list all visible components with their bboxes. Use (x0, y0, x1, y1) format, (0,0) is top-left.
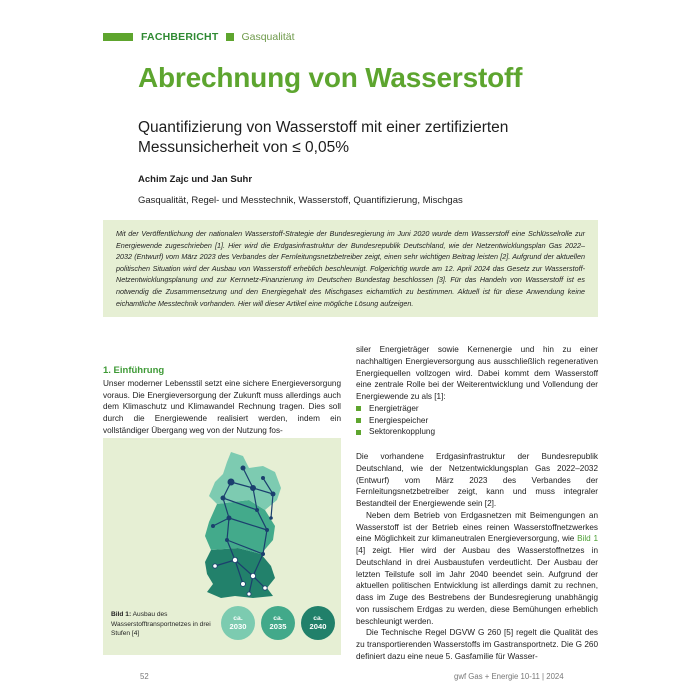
paragraph-network-text-b: [4] zeigt. Hier wird der Ausbau des Wasserstoffnetzes in Deutschland in drei Ausbaustufen verdeutlicht. Der Ausbau der letzten Teilstufe soll im Jahr 2040 beendet sein. Aufgrund der aktuellen politischen Entwicklung ist allerdings damit zu rechnen, dass im Zuge des Bestrebens der Bundesregierung unabhängig von russischem Erdgas zu werden, diese Bemühungen erheblich beschleunigt werden. (356, 546, 598, 626)
header-square (226, 33, 234, 41)
figure-caption (111, 610, 216, 639)
paragraph-network (356, 510, 598, 628)
left-column (103, 365, 341, 437)
list-item (356, 403, 598, 415)
list-item-text: Energieträger (369, 403, 419, 413)
paragraph-continuation: siler Energieträger sowie Kernenergie und hin zu einer nachhaltigen Energieversorgung aus ausschließlich regenerativen Energiequellen vollzogen wird. Dabei kommt dem Wasserstoff eine zentrale Rolle bei der Weiterentwicklung und Vollendung der Energiewende zu als [1]: (356, 345, 598, 401)
article-authors: Achim Zajc und Jan Suhr (138, 174, 253, 185)
abstract-text: Mit der Veröffentlichung der nationalen Wasserstoff-Strategie der Bundesregierung im Juni 2020 wurde dem Wasserstoff eine Schlüsselrolle zur Energiewende zugeschrieben [1]. Hier wird die Erdgasinfrastruktur der Bundesrepublik Deutschland, wie der Netzentwicklungsplan Gas 2022–2032 (Entwurf) vom März 2023 des Verbandes der Fernleitungsnetzbetreiber zeigt, einen sehr wichtigen Beitrag leisten [2]. Aufgrund der aktuellen politischen Situation wird der Ausbau von Wasserstoff erheblich beschleunigt. Folgerichtig wurde am 12. April 2024 das Gesetz zur Wasserstoff-Netzentwicklungsplanung und zur Kernnetz-Finanzierung im Deutschen Bundestag beschlossen [3]. Für das Handeln von Wasserstoff ist es notwendig die Zusammensetzung und den Energiegehalt des Mischgases eichamtlich zu bestimmen. Aktuell ist für diese Anwendung keine eichamtliche Messtechnik vorhanden. Hier will dieser Artikel eine mögliche Lösung aufzeigen. (116, 229, 585, 308)
paragraph-regulation: Die Technische Regel DGVW G 260 [5] regelt die Qualität des zu transportierenden Wasserstoffs im Gastransportnetz. Die G 260 definiert dazu eine neue 5. Gasfamilie für Wasser- (356, 628, 598, 661)
right-column (356, 344, 598, 663)
figure-reference-link[interactable]: Bild 1 (577, 534, 598, 544)
bullet-square (356, 430, 361, 435)
bullet-square (356, 406, 361, 411)
section-heading: 1. Einführung (103, 365, 165, 376)
stage-badge-2040 (301, 606, 335, 640)
stage-badge-year: 2035 (269, 622, 287, 631)
stage-badge-label: ca. (273, 615, 283, 622)
figure-caption-label: Bild 1: (111, 611, 132, 618)
germany-hydrogen-network-map (103, 438, 341, 608)
header-category: FACHBERICHT (141, 31, 219, 43)
stage-badge-year: 2040 (309, 622, 327, 631)
bullet-square (356, 418, 361, 423)
journal-info: gwf Gas + Energie 10-11 | 2024 (454, 672, 564, 681)
stage-badge-2035 (261, 606, 295, 640)
intro-paragraph: Unser moderner Lebensstil setzt eine sichere Energieversorgung voraus. Die Energieversorgung der Zukunft muss allerdings auch dem Klimaschutz und Klimawandel Rechnung tragen. Dies soll durch die Energiewende realisiert werden, indem ein vollständiger Übergang weg von der Nutzung fos- (103, 378, 341, 435)
page-number: 52 (140, 672, 149, 681)
header-topic: Gasqualität (241, 31, 295, 43)
abstract-box (103, 220, 598, 317)
stage-badges (221, 606, 341, 640)
article-subtitle: Quantifizierung von Wasserstoff mit einer zertifizierten Messunsicherheit von ≤ 0,05% (138, 119, 509, 156)
stage-badge-2030 (221, 606, 255, 640)
list-item (356, 415, 598, 427)
article-title: Abrechnung von Wasserstoff (138, 62, 523, 93)
list-item-text: Energiespeicher (369, 415, 429, 425)
bullet-list (356, 403, 598, 438)
article-keywords: Gasqualität, Regel- und Messtechnik, Wasserstoff, Quantifizierung, Mischgas (138, 195, 463, 206)
section-header (103, 30, 295, 44)
list-item (356, 426, 598, 438)
list-item-text: Sektorenkopplung (369, 427, 436, 437)
paragraph-infrastructure: Die vorhandene Erdgasinfrastruktur der Bundesrepublik Deutschland, wie der Netzentwicklungsplan Gas 2022–2032 (Entwurf) vom März 2023 des Verbandes der Fernleitungsnetzbetreiber zeigt, kann und muss integraler Bestandteil der Energiewende sein [2]. (356, 452, 598, 508)
stage-badge-label: ca. (313, 615, 323, 622)
stage-badge-label: ca. (233, 615, 243, 622)
figure-1 (103, 438, 341, 655)
header-bar (103, 33, 133, 41)
stage-badge-year: 2030 (229, 622, 247, 631)
paragraph-network-text-a: Neben dem Betrieb von Erdgasnetzen mit Beimengungen an Wasserstoff ist der Betrieb eines reinen Wasserstoffnetzwerkes eine Möglichkeit zur klimaneutralen Energieversorgung, wie (356, 510, 598, 544)
figure-caption-text: Ausbau des Wasserstofftransportnetzes in drei Stufen [4] (111, 611, 211, 638)
